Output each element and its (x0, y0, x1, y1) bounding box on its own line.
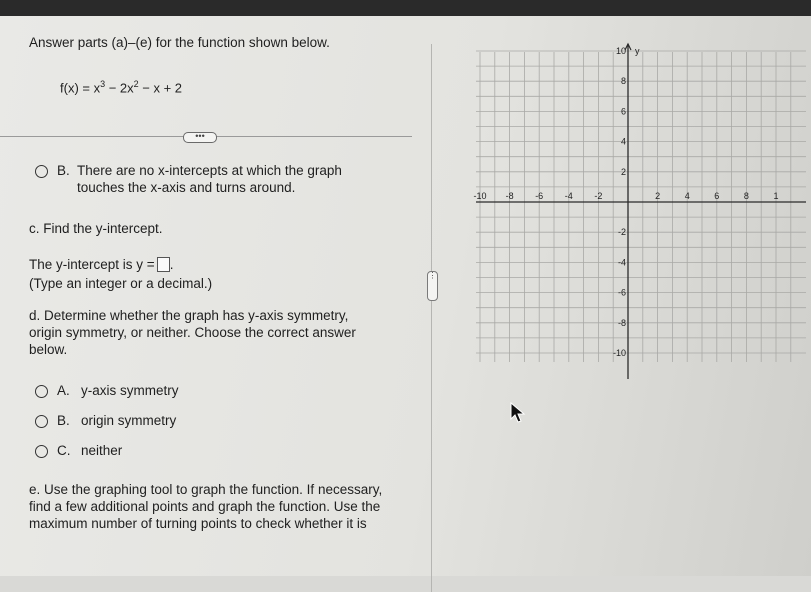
x-tick-label: -8 (505, 191, 514, 201)
option-b-letter: B. (57, 163, 70, 178)
part-e-line1: e. Use the graphing tool to graph the function. If necessary, (29, 482, 383, 497)
y-intercept-input[interactable] (157, 257, 170, 272)
part-e-line2: find a few additional points and graph the function. Use the (29, 499, 381, 514)
x-tick-label: 1 (773, 191, 779, 201)
x-tick-label: 2 (655, 191, 661, 201)
radio-option-b-intercepts[interactable] (35, 165, 48, 178)
y-axis-label: y (635, 46, 640, 56)
part-d-line2: origin symmetry, or neither. Choose the correct answer (29, 325, 356, 340)
y-tick-label: 2 (620, 166, 626, 177)
graph-axes (476, 44, 806, 379)
part-d-line1: d. Determine whether the graph has y-axis symmetry, (29, 308, 349, 323)
option-c-label: neither (81, 443, 123, 458)
y-tick-label: 6 (620, 106, 626, 117)
option-c-letter: C. (57, 443, 71, 458)
option-b-line1: There are no x-intercepts at which the graph (77, 163, 342, 178)
y-intercept-prompt: The y-intercept is y = . (29, 257, 174, 272)
y-tick-label: -4 (617, 257, 626, 268)
function-expression: $f(x) = x^3 - 2x^2 - x + 2$ (60, 79, 183, 96)
y-tick-label: -2 (617, 227, 626, 238)
radio-option-a-yaxis[interactable] (35, 385, 48, 398)
x-tick-label: -4 (564, 191, 573, 201)
y-tick-label: 8 (620, 76, 626, 87)
coordinate-graph[interactable] (473, 44, 806, 384)
part-c-title: c. Find the y-intercept. (29, 221, 163, 236)
part-d-line3: below. (29, 342, 68, 357)
intro-text: Answer parts (a)–(e) for the function shown below. (29, 35, 330, 50)
x-tick-label: -2 (594, 191, 603, 201)
x-tick-label: 4 (684, 191, 690, 201)
part-c-hint: (Type an integer or a decimal.) (29, 276, 213, 291)
option-a-letter: A. (57, 383, 70, 398)
option-b-label-d: origin symmetry (81, 413, 177, 428)
radio-option-c-neither[interactable] (35, 445, 48, 458)
part-e-line3: maximum number of turning points to check whether it is (29, 516, 367, 531)
y-tick-label: 4 (620, 136, 626, 147)
y-tick-label: -10 (612, 348, 626, 358)
y-tick-label: -8 (617, 317, 626, 328)
y-tick-label: 10 (615, 46, 626, 56)
x-tick-label: 8 (743, 191, 749, 201)
expand-more-button[interactable]: ••• (183, 132, 217, 143)
pane-resize-handle[interactable]: ⋮ (427, 271, 438, 301)
question-page (0, 16, 811, 576)
graph-grid (476, 51, 806, 362)
option-b-letter-d: B. (57, 413, 70, 428)
y-tick-label: -6 (617, 287, 626, 298)
top-bar (0, 0, 811, 16)
option-b-line2: touches the x-axis and turns around. (77, 180, 296, 195)
x-tick-label: 6 (714, 191, 720, 201)
radio-option-b-origin[interactable] (35, 415, 48, 428)
x-tick-label: -10 (473, 191, 487, 201)
arrow-cursor-icon (510, 402, 526, 424)
pane-divider (431, 44, 432, 592)
option-a-label: y-axis symmetry (81, 383, 179, 398)
x-tick-label: -6 (535, 191, 544, 201)
